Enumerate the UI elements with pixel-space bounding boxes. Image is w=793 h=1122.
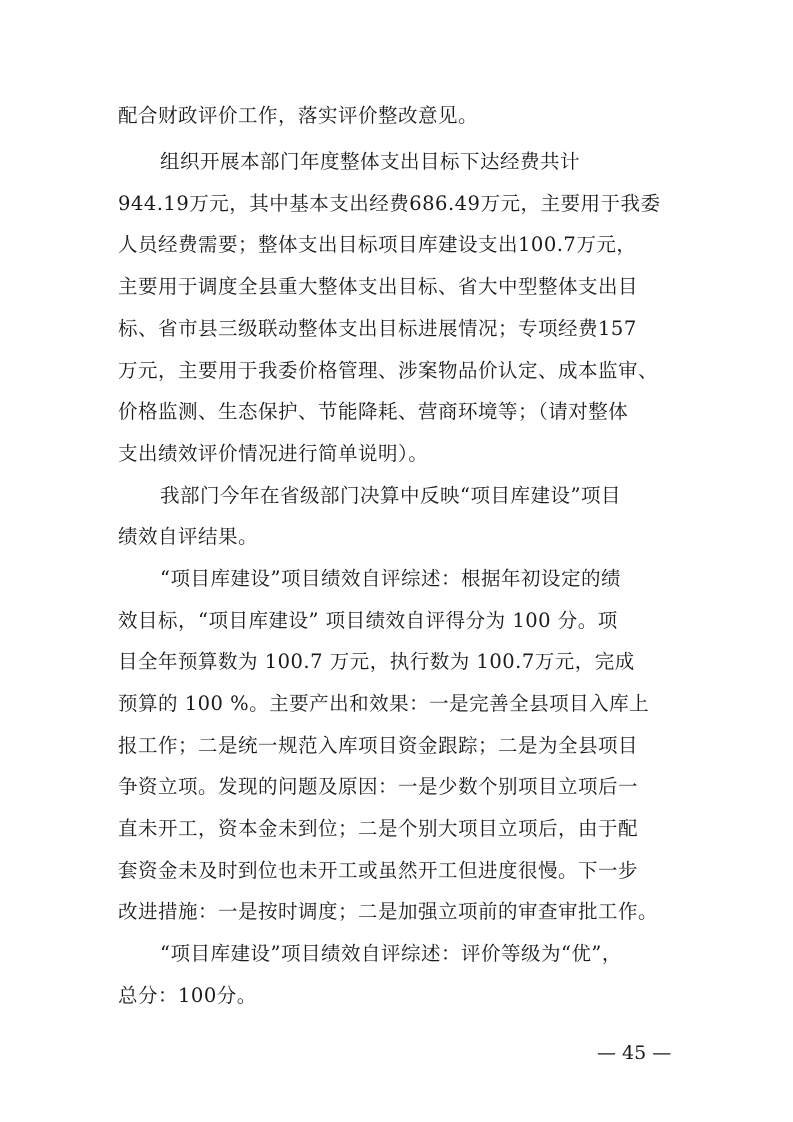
text-line: 标、省市县三级联动整体支出目标进展情况；专项经费157: [118, 317, 637, 340]
page-number: — 45 —: [597, 1042, 672, 1064]
text-line: “项目库建设”项目绩效自评综述：根据年初设定的绩: [160, 567, 621, 590]
text-line: 组织开展本部门年度整体支出目标下达经费共计: [160, 150, 581, 173]
text-line: 主要用于调度全县重大整体支出目标、省大中型整体支出目: [118, 275, 639, 298]
text-line: 配合财政评价工作，落实评价整改意见。: [118, 104, 479, 127]
text-line: 绩效自评结果。: [118, 525, 259, 548]
text-line: 人员经费需要；整体支出目标项目库建设支出100.7万元，: [118, 233, 637, 256]
text-line: 支出绩效评价情况进行简单说明）。: [118, 442, 429, 465]
text-line: 总分：100分。: [118, 984, 257, 1007]
text-line: 目全年预算数为 100.7 万元，执行数为 100.7万元，完成: [118, 650, 635, 673]
text-line: 效目标，“项目库建设” 项目绩效自评得分为 100 分。项: [118, 609, 618, 632]
text-line: 套资金未及时到位也未开工或虽然开工但进度很慢。下一步: [118, 859, 639, 882]
text-line: 我部门今年在省级部门决算中反映“项目库建设”项目: [160, 484, 621, 507]
text-line: 价格监测、生态保护、节能降耗、营商环境等；（请对整体: [118, 400, 629, 423]
text-line: 944.19万元，其中基本支出经费686.49万元，主要用于我委: [118, 192, 661, 215]
text-line: 改进措施：一是按时调度；二是加强立项前的审查审批工作。: [118, 900, 659, 923]
text-line: 万元，主要用于我委价格管理、涉案物品价认定、成本监审、: [118, 359, 659, 382]
text-line: 直未开工，资本金未到位；二是个别大项目立项后，由于配: [118, 817, 639, 840]
text-line: 争资立项。发现的问题及原因：一是少数个别项目立项后一: [118, 775, 639, 798]
text-line: 报工作；二是统一规范入库项目资金跟踪；二是为全县项目: [118, 734, 639, 757]
text-line: “项目库建设”项目绩效自评综述：评价等级为“优”，: [160, 942, 622, 965]
text-line: 预算的 100 %。主要产出和效果：一是完善全县项目入库上: [118, 692, 650, 715]
